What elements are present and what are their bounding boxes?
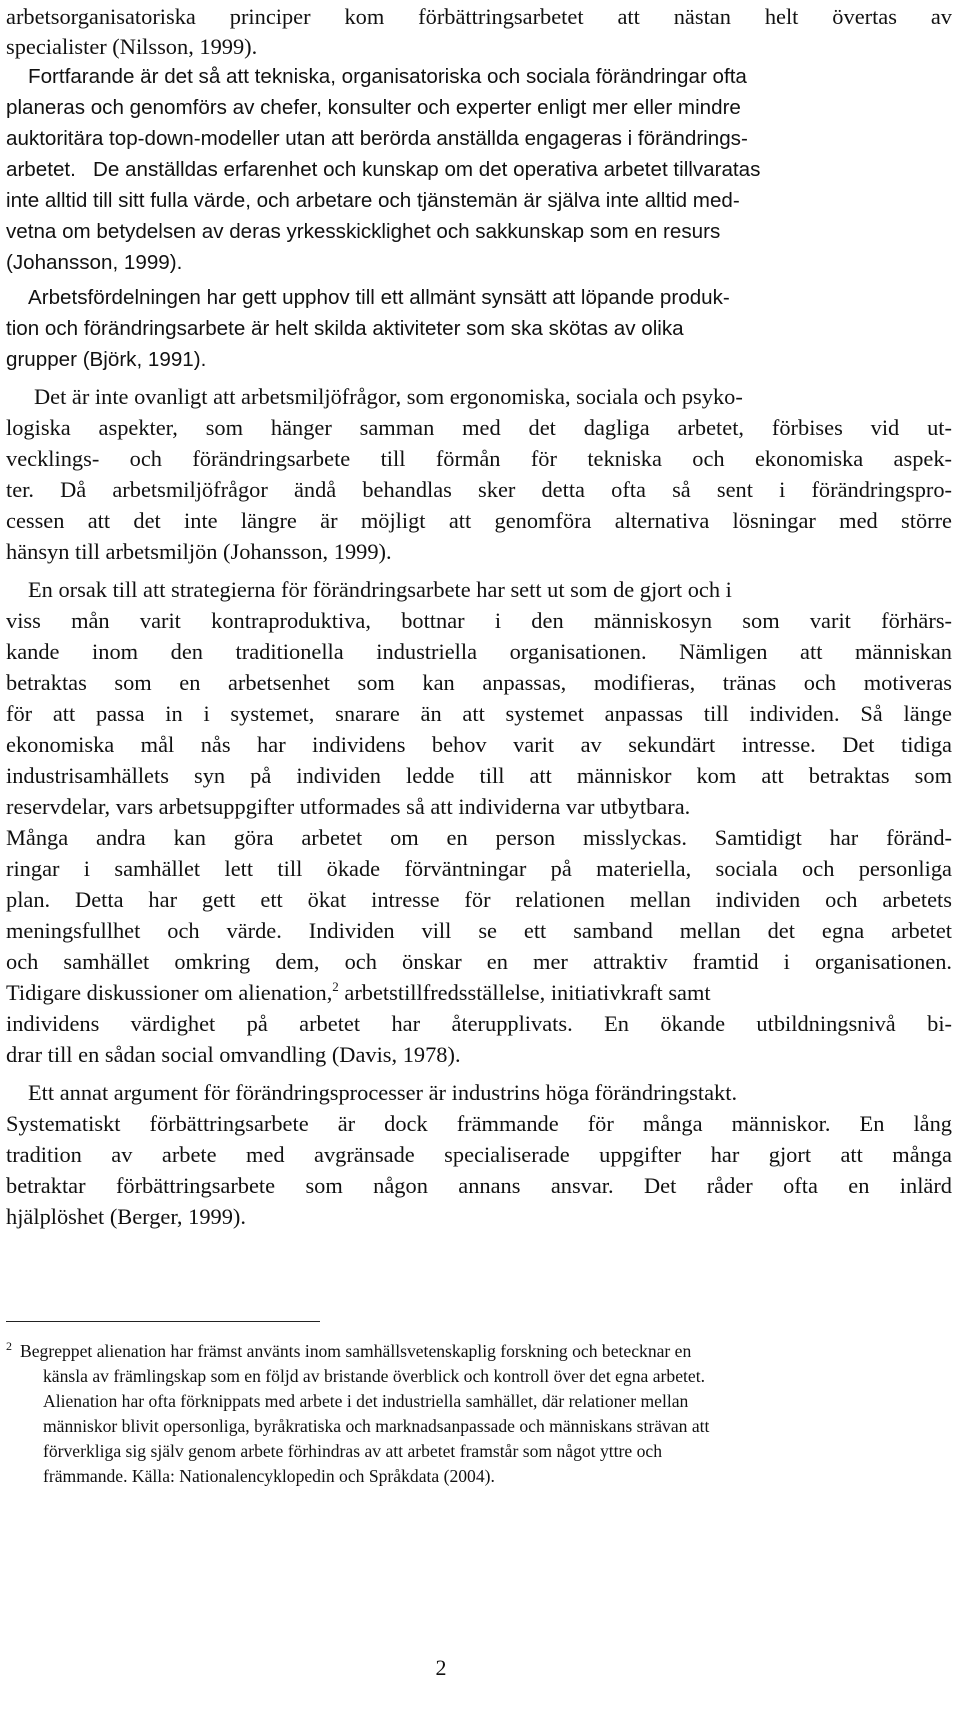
text-line: Många andra kan göra arbetet om en person misslyckas. Samtidigt har föränd- <box>6 825 952 850</box>
text-line: ekonomiska mål nås har individens behov varit av sekundärt intresse. Det tidiga <box>6 732 952 757</box>
text-line: specialister (Nilsson, 1999). <box>6 34 258 59</box>
footnote-marker: 2 <box>6 1339 12 1353</box>
text-line: Det är inte ovanligt att arbetsmiljöfrågor, som ergonomiska, sociala och psyko- <box>34 384 743 409</box>
text-line: (Johansson, 1999). <box>6 251 183 274</box>
footnote-line: främmande. Källa: Nationalencyklopedin och Språkdata (2004). <box>43 1466 495 1486</box>
page-number: 2 <box>435 1655 447 1680</box>
text-line: för att passa in i systemet, snarare än att systemet anpassas till individen. Så länge <box>6 701 952 726</box>
text-line: De anställdas erfarenhet och kunskap om det operativa arbetet tillvaratas <box>93 158 761 181</box>
text-line: ringar i samhället lett till ökade förväntningar på materiella, sociala och personliga <box>6 856 952 881</box>
text-line: planeras och genomförs av chefer, konsulter och experter enligt mer eller mindre <box>6 96 741 119</box>
footnote-separator <box>6 1321 320 1322</box>
footnote-line: människor blivit opersonliga, byråkratiska och marknadsanpassade och människans strävan att <box>43 1416 710 1436</box>
text-line: grupper (Björk, 1991). <box>6 348 207 371</box>
text-line: plan. Detta har gett ett ökat intresse för relationen mellan individen och arbetets <box>6 887 952 912</box>
text-line: En orsak till att strategierna för förändringsarbete har sett ut som de gjort och i <box>28 577 732 602</box>
text-line: betraktar förbättringsarbete som någon annans ansvar. Det råder ofta en inlärd <box>6 1173 952 1198</box>
text-line: individens värdighet på arbetet har återupplivats. En ökande utbildningsnivå bi- <box>6 1011 952 1036</box>
text-line: Arbetsfördelningen har gett upphov till ett allmänt synsätt att löpande produk- <box>28 286 730 309</box>
footnote-text: Begreppet alienation har främst använts inom samhällsvetenskaplig forskning och betecknar en <box>20 1341 692 1361</box>
footnote-line <box>6 1340 691 1362</box>
text-line: reservdelar, vars arbetsuppgifter utformades så att individerna var utbytbara. <box>6 794 691 819</box>
text-line: auktoritära top-down-modeller utan att berörda anställda engageras i förändrings- <box>6 127 748 150</box>
text-line: tradition av arbete med avgränsade specialiserade uppgifter har gjort att många <box>6 1142 952 1167</box>
footnote-line: förverkliga sig själv genom arbete förhindras av att arbetet framstår som något yttre och <box>43 1441 662 1461</box>
text-line: hjälplöshet (Berger, 1999). <box>6 1204 246 1229</box>
text-span: Tidigare diskussioner om alienation, <box>6 980 333 1005</box>
text-line: arbetsorganisatoriska principer kom förbättringsarbetet att nästan helt övertas av <box>6 4 952 29</box>
text-line: vetna om betydelsen av deras yrkesskicklighet och sakkunskap som en resurs <box>6 220 721 243</box>
text-line: betraktas som en arbetsenhet som kan anpassas, modifieras, tränas och motiveras <box>6 670 952 695</box>
text-line: logiska aspekter, som hänger samman med det dagliga arbetet, förbises vid ut- <box>6 415 952 440</box>
text-line: meningsfullhet och värde. Individen vill se ett samband mellan det egna arbetet <box>6 918 952 943</box>
text-line: Ett annat argument för förändringsprocesser är industrins höga förändringstakt. <box>28 1080 738 1105</box>
text-line: tion och förändringsarbete är helt skilda aktiviteter som ska skötas av olika <box>6 317 684 340</box>
text-line: hänsyn till arbetsmiljön (Johansson, 1999). <box>6 539 392 564</box>
text-line: inte alltid till sitt fulla värde, och arbetare och tjänstemän är själva inte alltid med- <box>6 189 740 212</box>
text-line: cessen att det inte längre är möjligt att genomföra alternativa lösningar med större <box>6 508 952 533</box>
text-line: ter. Då arbetsmiljöfrågor ändå behandlas sker detta ofta så sent i förändringspro- <box>6 477 952 502</box>
text-span: arbetstillfredsställelse, initiativkraft samt <box>338 980 711 1005</box>
footnote-reference[interactable]: 2 <box>332 979 339 994</box>
text-line: och samhället omkring dem, och önskar en mer attraktiv framtid i organisationen. <box>6 949 952 974</box>
text-line: Fortfarande är det så att tekniska, organisatoriska och sociala förändringar ofta <box>28 65 747 88</box>
text-line <box>6 978 711 1007</box>
text-line: kande inom den traditionella industriella organisationen. Nämligen att människan <box>6 639 952 664</box>
text-line: arbetet. <box>6 158 76 181</box>
footnote-line: känsla av främlingskap som en följd av bristande överblick och kontroll över det egna arbetet. <box>43 1366 705 1386</box>
text-line: viss mån varit kontraproduktiva, bottnar i den människosyn som varit förhärs- <box>6 608 952 633</box>
text-line: vecklings- och förändringsarbete till förmån för tekniska och ekonomiska aspek- <box>6 446 952 471</box>
text-line: drar till en sådan social omvandling (Davis, 1978). <box>6 1042 461 1067</box>
footnote-line: Alienation har ofta förknippats med arbete i det industriella samhället, där relationer mellan <box>43 1391 689 1411</box>
text-line: industrisamhällets syn på individen ledde till att människor kom att betraktas som <box>6 763 952 788</box>
text-line: Systematiskt förbättringsarbete är dock främmande för många människor. En lång <box>6 1111 952 1136</box>
